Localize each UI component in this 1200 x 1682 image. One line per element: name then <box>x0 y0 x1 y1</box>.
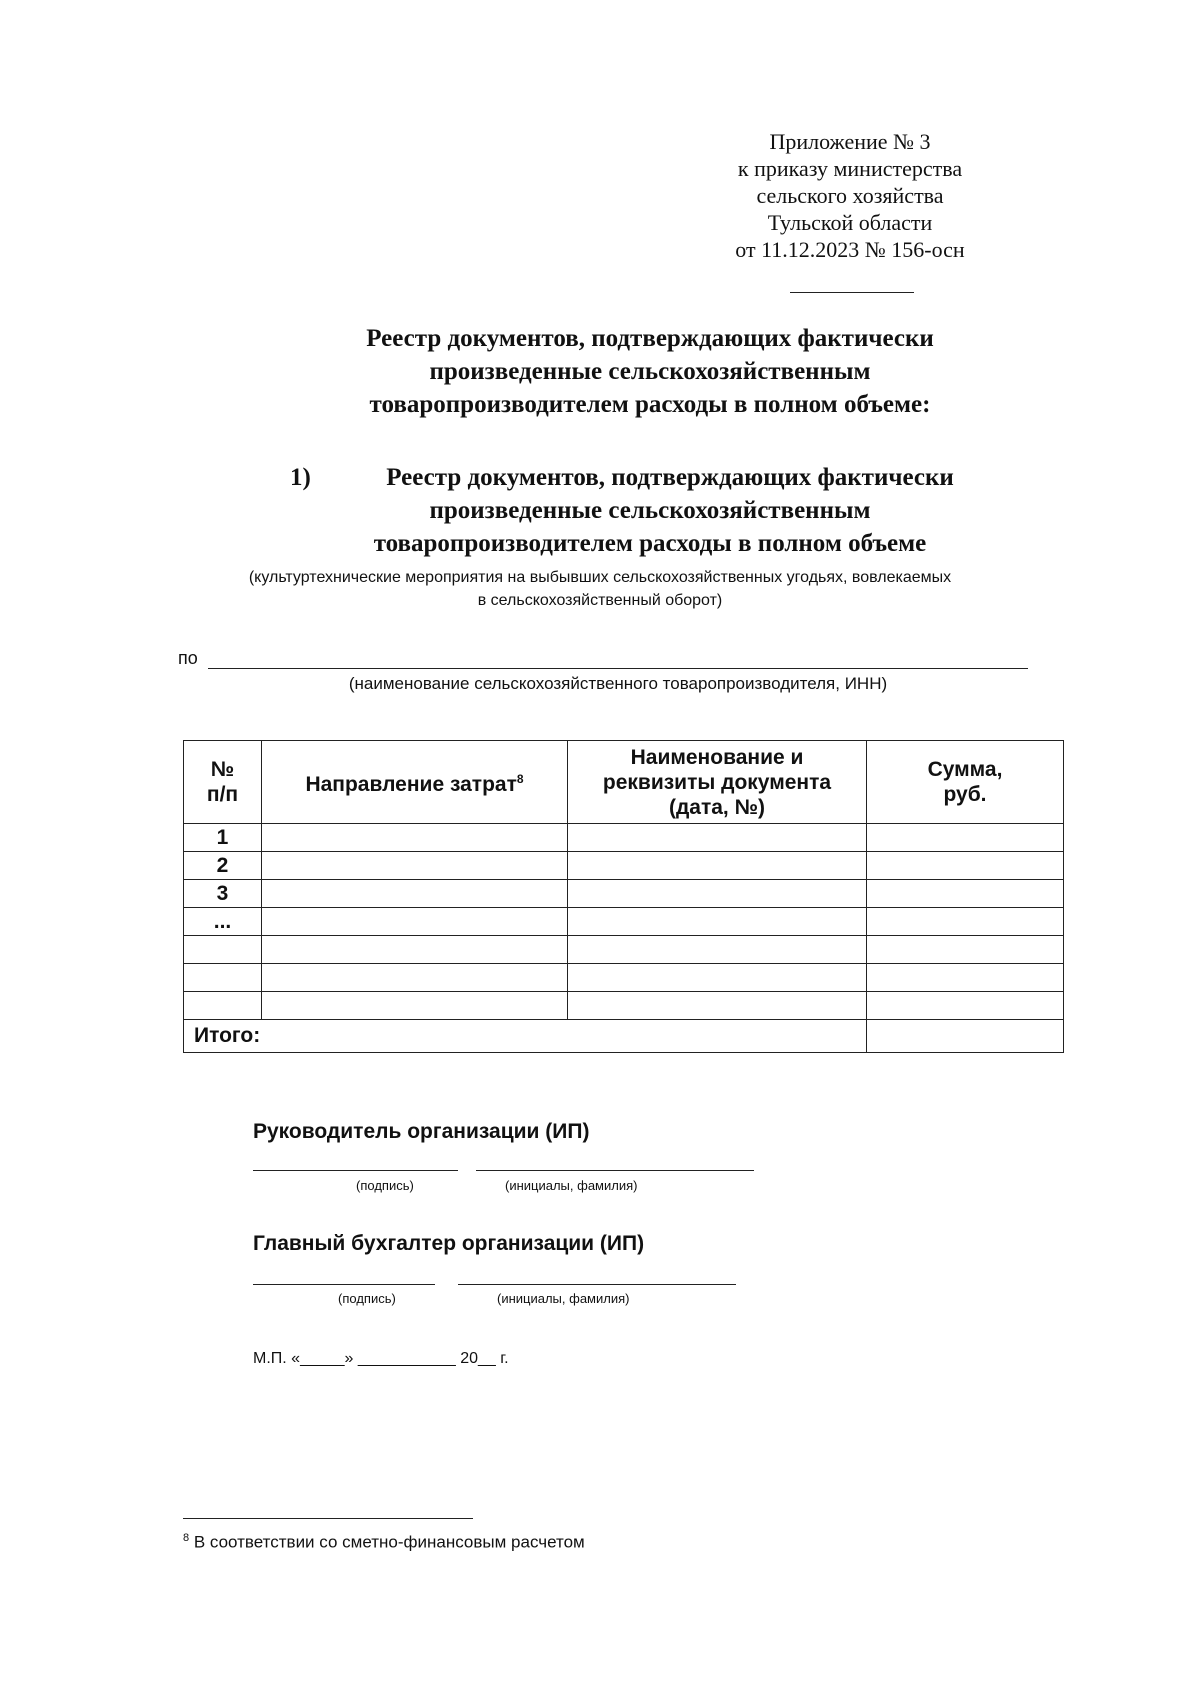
accountant-signature-field[interactable] <box>253 1284 435 1285</box>
head-title: Руководитель организации (ИП) <box>253 1120 590 1143</box>
table-row <box>184 908 1064 936</box>
document-cell[interactable] <box>568 852 867 880</box>
total-row <box>184 1020 1064 1053</box>
document-title <box>250 322 1050 421</box>
direction-cell[interactable] <box>262 824 568 852</box>
document-cell[interactable] <box>568 992 867 1020</box>
direction-cell[interactable] <box>262 852 568 880</box>
document-cell[interactable] <box>568 964 867 992</box>
subtitle-number: 1) <box>290 464 311 491</box>
appendix-block <box>700 128 1000 263</box>
direction-cell[interactable] <box>262 992 568 1020</box>
title-line: произведенные сельскохозяйственным <box>429 358 871 385</box>
accountant-name-field[interactable] <box>458 1284 736 1285</box>
table-row <box>184 992 1064 1020</box>
note-line: в сельскохозяйственный оборот) <box>477 592 723 609</box>
subtitle-line: товаропроизводителем расходы в полном объеме <box>373 530 927 557</box>
table-row <box>184 852 1064 880</box>
appendix-divider <box>790 292 914 293</box>
sum-cell[interactable] <box>867 880 1064 908</box>
producer-name-caption: (наименование сельскохозяйственного товаропроизводителя, ИНН) <box>348 674 888 693</box>
row-number <box>184 992 262 1020</box>
stamp-date-line: М.П. «_____» ___________ 20__ г. <box>253 1350 509 1367</box>
row-number <box>184 936 262 964</box>
total-label: Итого: <box>184 1020 867 1053</box>
appendix-line: сельского хозяйства <box>756 183 944 208</box>
sum-cell[interactable] <box>867 964 1064 992</box>
appendix-line: Приложение № 3 <box>769 129 931 154</box>
accountant-name-caption: (инициалы, фамилия) <box>497 1291 630 1306</box>
accountant-title: Главный бухгалтер организации (ИП) <box>253 1232 645 1255</box>
table-header-row <box>184 741 1064 824</box>
row-number: 3 <box>184 880 262 908</box>
header-direction: Направление затрат$^8$ <box>262 741 568 824</box>
table-row <box>184 964 1064 992</box>
document-cell[interactable] <box>568 824 867 852</box>
subtitle-line: Реестр документов, подтверждающих фактически <box>386 464 954 491</box>
direction-cell[interactable] <box>262 936 568 964</box>
appendix-line: от 11.12.2023 № 156-осн <box>735 237 965 262</box>
document-cell[interactable] <box>568 880 867 908</box>
table-row <box>184 824 1064 852</box>
po-label: по <box>178 648 198 668</box>
appendix-line: к приказу министерства <box>737 156 963 181</box>
table-row <box>184 880 1064 908</box>
sum-cell[interactable] <box>867 824 1064 852</box>
title-line: Реестр документов, подтверждающих фактически <box>366 325 934 352</box>
direction-cell[interactable] <box>262 880 568 908</box>
footnote-divider <box>183 1518 473 1519</box>
note-line: (культуртехнические мероприятия на выбывших сельскохозяйственных угодьях, вовлекаемых <box>248 569 952 586</box>
sum-cell[interactable] <box>867 908 1064 936</box>
title-line: товаропроизводителем расходы в полном объеме: <box>369 391 931 418</box>
row-number <box>184 964 262 992</box>
sum-cell[interactable] <box>867 936 1064 964</box>
head-sign-caption: (подпись) <box>356 1178 414 1193</box>
header-num: № п/п <box>184 741 262 824</box>
direction-cell[interactable] <box>262 908 568 936</box>
document-cell[interactable] <box>568 908 867 936</box>
row-number: 2 <box>184 852 262 880</box>
total-sum-cell[interactable] <box>867 1020 1064 1053</box>
head-signature-field[interactable] <box>253 1170 458 1171</box>
appendix-line: Тульской области <box>767 210 933 235</box>
footnote-text: В соответствии со сметно-финансовым расчетом <box>189 1532 585 1552</box>
subtitle-line: произведенные сельскохозяйственным <box>429 497 871 524</box>
head-name-caption: (инициалы, фамилия) <box>505 1178 638 1193</box>
section-title <box>250 461 1050 560</box>
header-sum: Сумма, руб. <box>867 741 1064 824</box>
row-number: ... <box>184 908 262 936</box>
row-number: 1 <box>184 824 262 852</box>
footnote <box>183 1532 585 1553</box>
accountant-sign-caption: (подпись) <box>338 1291 396 1306</box>
table-row <box>184 936 1064 964</box>
sum-cell[interactable] <box>867 852 1064 880</box>
sum-cell[interactable] <box>867 992 1064 1020</box>
document-cell[interactable] <box>568 936 867 964</box>
producer-name-field[interactable] <box>208 668 1028 669</box>
head-name-field[interactable] <box>476 1170 754 1171</box>
direction-cell[interactable] <box>262 964 568 992</box>
footnote-mark: 8 <box>183 1532 190 1544</box>
register-table <box>183 740 1064 1053</box>
section-note <box>150 566 1050 612</box>
header-document: Наименование и реквизиты документа (дата, №) <box>568 741 867 824</box>
